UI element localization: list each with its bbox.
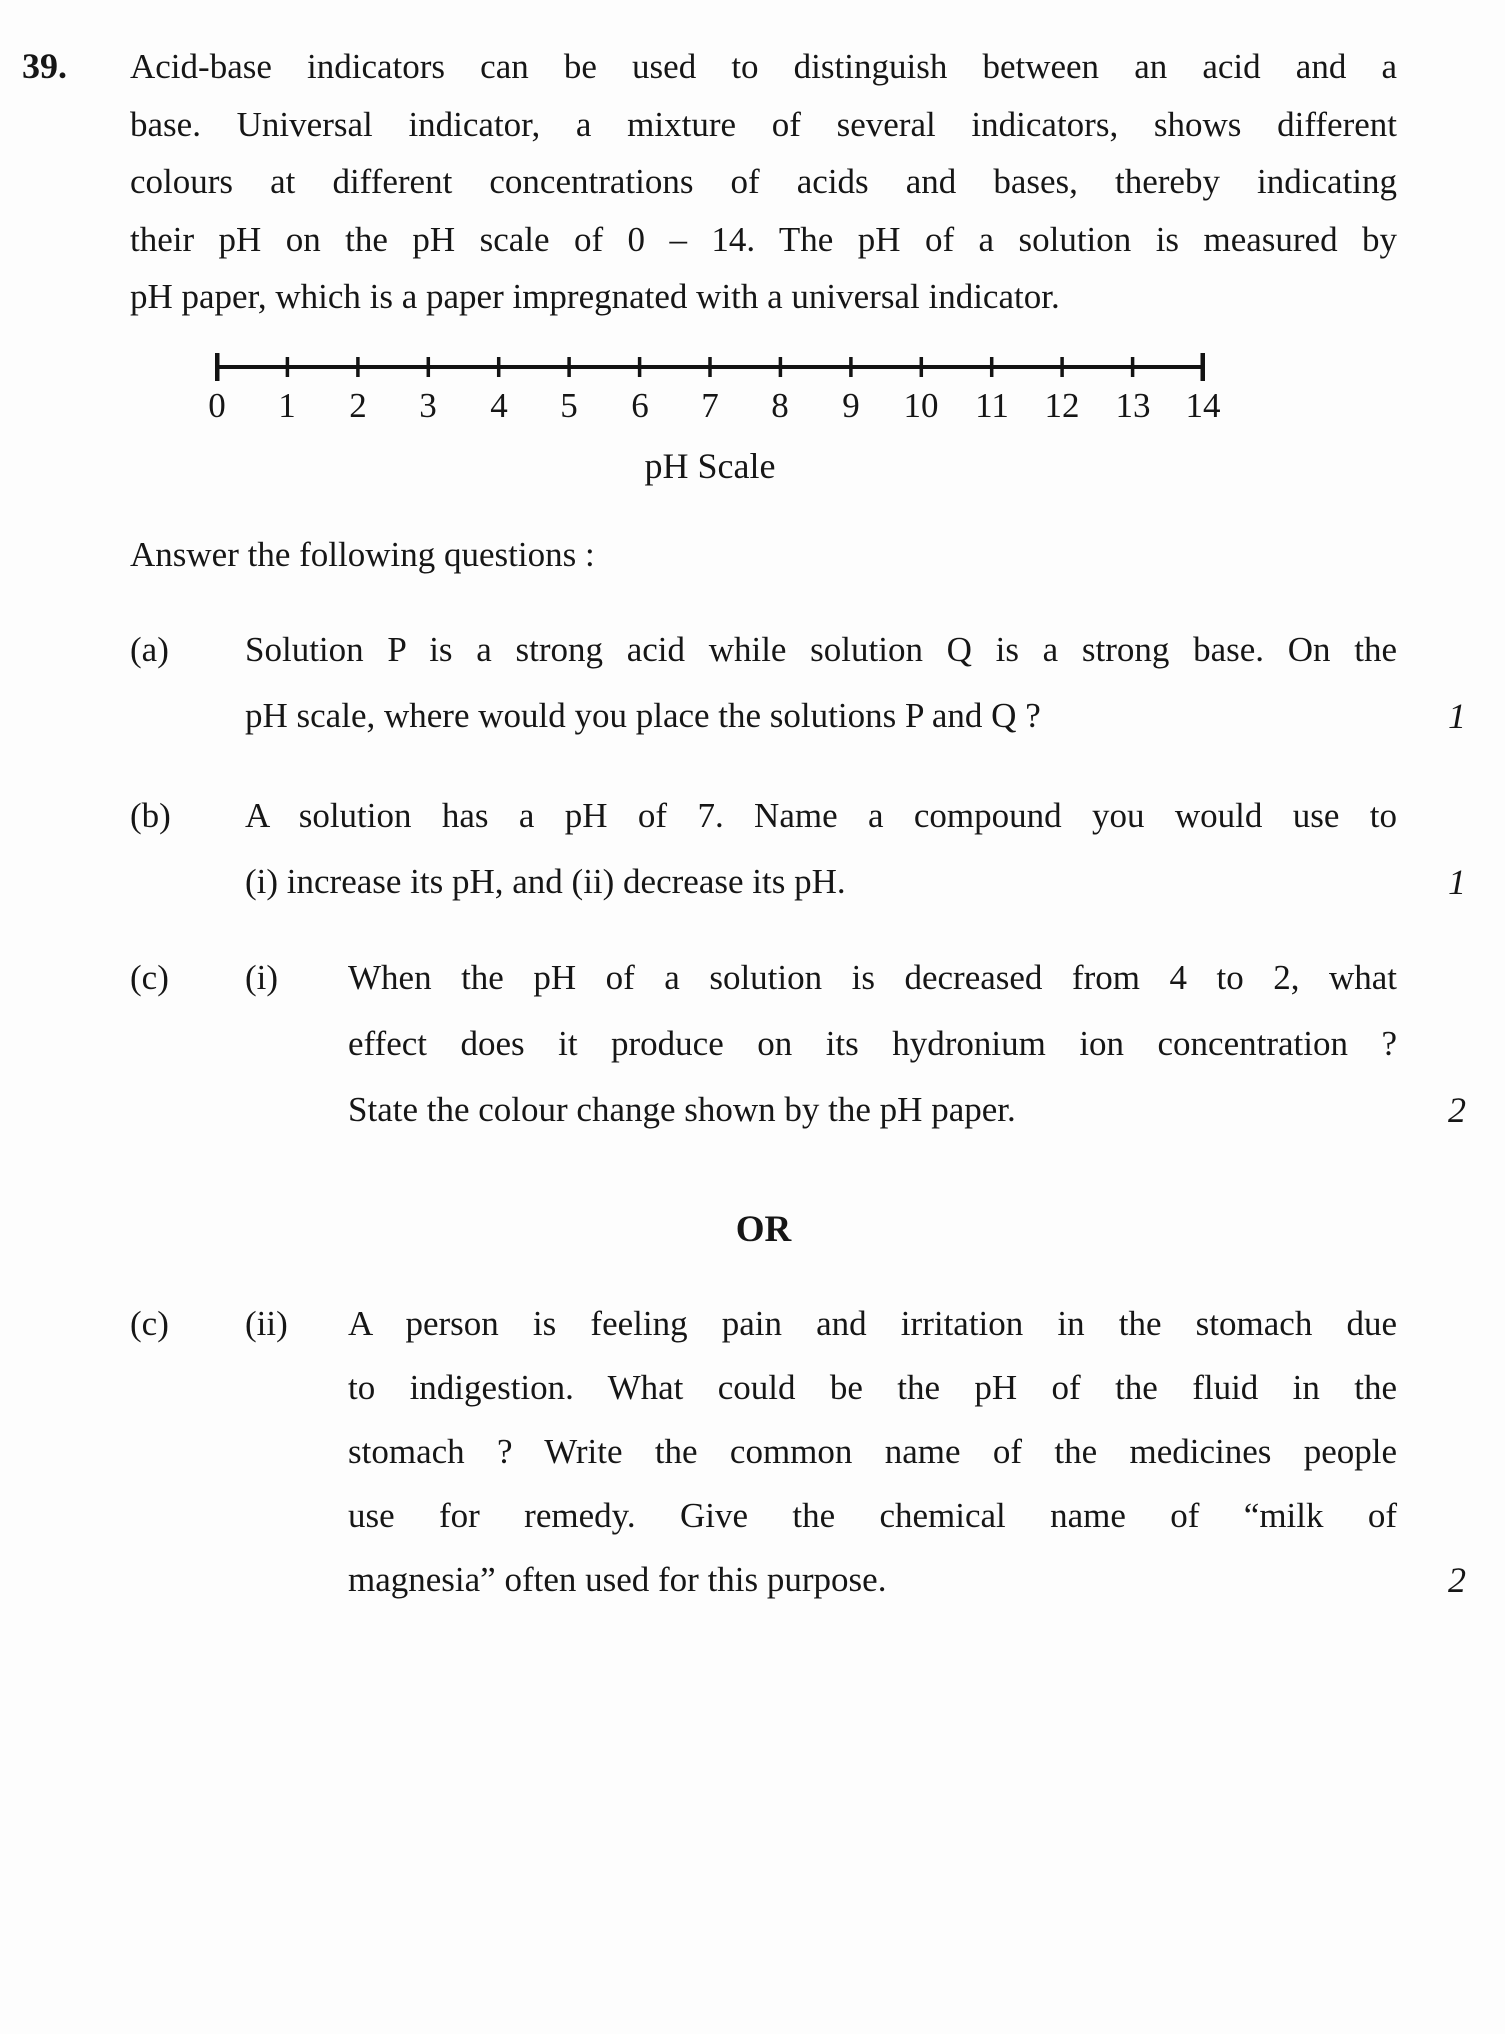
intro-line: base. Universal indicator, a mixture of several indicators, shows different: [130, 104, 1397, 144]
intro-line: their pH on the pH scale of 0 – 14. The pH of a solution is measured by: [130, 219, 1397, 259]
or-divider: OR: [735, 1208, 792, 1250]
part-b-marks: 1: [1448, 861, 1466, 902]
part-a-line: pH scale, where would you place the solutions P and Q ?: [245, 695, 1041, 735]
part-a-text: [245, 617, 1397, 749]
part-c2-label: (c): [130, 1303, 169, 1343]
part-c2-line: use for remedy. Give the chemical name of “milk of: [348, 1495, 1397, 1535]
part-a-line: Solution P is a strong acid while solution Q is a strong base. On the: [245, 629, 1397, 669]
ph-tick-label: 9: [842, 385, 860, 425]
answer-prompt: Answer the following questions :: [130, 534, 595, 574]
ph-tick-label: 6: [631, 385, 649, 425]
ph-scale-caption: pH Scale: [644, 445, 776, 486]
ph-tick-label: 7: [701, 385, 719, 425]
question-intro-paragraph: [130, 38, 1397, 326]
question-body: [130, 38, 1472, 1612]
intro-line: Acid-base indicators can be used to distinguish between an acid and a: [130, 47, 1397, 86]
part-b-row: [130, 783, 1472, 915]
ph-tick-label: 14: [1185, 385, 1221, 425]
part-a-label: (a): [130, 629, 169, 669]
part-c2-line: A person is feeling pain and irritation in the stomach due: [348, 1303, 1397, 1343]
ph-scale-tick-labels: [208, 385, 1221, 432]
part-c2-row: [130, 1292, 1472, 1612]
part-c2-line: stomach ? Write the common name of the medicines people: [348, 1431, 1397, 1471]
ph-tick-label: 1: [278, 385, 296, 425]
intro-line: pH paper, which is a paper impregnated with a universal indicator.: [130, 277, 1060, 316]
part-c2-sublabel: (ii): [245, 1303, 288, 1343]
ph-tick-label: 13: [1115, 385, 1151, 425]
part-b-line: A solution has a pH of 7. Name a compound you would use to: [245, 795, 1397, 835]
part-b-line: (i) increase its pH, and (ii) decrease its pH.: [245, 861, 846, 901]
ph-tick-label: 4: [490, 385, 508, 425]
part-b-text: [245, 783, 1397, 915]
ph-tick-label: 8: [771, 385, 789, 425]
part-a-marks: 1: [1448, 695, 1466, 736]
ph-tick-label: 12: [1044, 385, 1080, 425]
part-c2-line: to indigestion. What could be the pH of the fluid in the: [348, 1367, 1397, 1407]
part-c1-line: State the colour change shown by the pH paper.: [348, 1089, 1016, 1129]
part-c1-text: [348, 945, 1397, 1143]
intro-line: colours at different concentrations of acids and bases, thereby indicating: [130, 162, 1397, 201]
ph-tick-label: 11: [975, 385, 1009, 425]
part-c1-marks: 2: [1448, 1089, 1466, 1130]
part-c1-row: [130, 945, 1472, 1143]
part-c1-label: (c): [130, 957, 169, 997]
part-c1-line: effect does it produce on its hydronium ion concentration ?: [348, 1023, 1397, 1063]
part-c2-line: magnesia” often used for this purpose.: [348, 1559, 887, 1599]
part-c2-text: [348, 1292, 1397, 1612]
ph-tick-label: 2: [349, 385, 367, 425]
part-b-label: (b): [130, 795, 171, 835]
ph-scale-diagram: [208, 352, 1221, 490]
ph-tick-label: 0: [208, 385, 226, 425]
part-c1-line: When the pH of a solution is decreased from 4 to 2, what: [348, 957, 1397, 997]
ph-tick-label: 3: [419, 385, 437, 425]
ph-scale-ruler: [215, 352, 1205, 382]
question-number: 39.: [22, 46, 67, 86]
part-c2-marks: 2: [1448, 1559, 1466, 1600]
part-c1-sublabel: (i): [245, 957, 279, 997]
part-a-row: [130, 617, 1472, 749]
ph-tick-label: 5: [560, 385, 578, 425]
ph-tick-label: 10: [903, 385, 939, 425]
